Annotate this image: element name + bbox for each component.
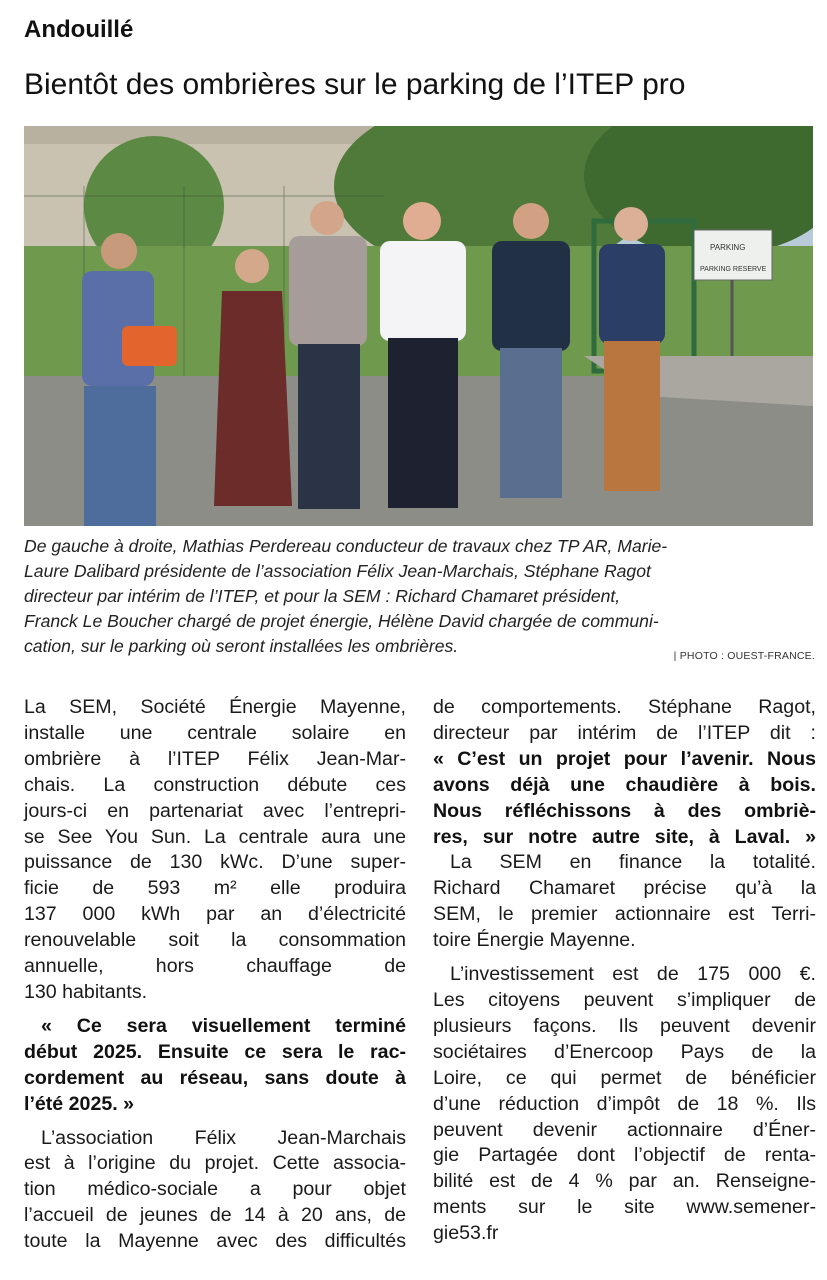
article-headline: Bientôt des ombrières sur le parking de l’ITEP pro bbox=[24, 68, 686, 101]
text-line: plusieurs façons. Ils peuvent devenir bbox=[433, 1014, 816, 1037]
text-line: l’accueil de jeunes de 14 à 20 ans, de bbox=[24, 1204, 406, 1227]
article-column-left bbox=[24, 695, 406, 1255]
text-line: de comportements. Stéphane Ragot, bbox=[433, 696, 816, 718]
photo-credit: | PHOTO : OUEST-FRANCE. bbox=[673, 650, 815, 662]
text-line: sociétaires d’Enercoop Pays de la bbox=[433, 1040, 816, 1063]
text-line: L’investissement est de 175 000 €. bbox=[450, 963, 816, 986]
caption-line: cation, sur le parking où seront installées les ombrières. bbox=[24, 636, 459, 656]
quote-line: début 2025. Ensuite ce sera le rac- bbox=[24, 1040, 406, 1063]
text-line: directeur par intérim de l’ITEP dit : bbox=[433, 721, 816, 744]
quote-line: l’été 2025. » bbox=[24, 1092, 135, 1115]
sign-text-1: PARKING bbox=[710, 243, 746, 252]
group-photo-illustration bbox=[24, 126, 813, 526]
text-line: 137 000 kWh par an d’électricité bbox=[24, 903, 406, 926]
text-line: jours-ci en partenariat avec l’entrepri- bbox=[24, 799, 406, 822]
article-photo bbox=[24, 126, 813, 526]
text-line: SEM, le premier actionnaire est Terri- bbox=[433, 903, 816, 926]
text-line: tion médico-sociale a pour objet bbox=[24, 1178, 406, 1201]
text-line: d’une réduction d’impôt de 18 %. Ils bbox=[433, 1092, 816, 1115]
quote-line: Nous réfléchissons à des ombriè- bbox=[433, 799, 816, 822]
text-line: installe une centrale solaire en bbox=[24, 721, 406, 744]
text-line: Les citoyens peuvent s’impliquer de bbox=[433, 988, 816, 1011]
text-line: bilité est de 4 % par an. Renseigne- bbox=[433, 1170, 816, 1193]
sign-text-2: PARKING RESERVE bbox=[700, 266, 767, 273]
text-line: gie53.fr bbox=[433, 1222, 499, 1245]
quote-line: « Ce sera visuellement terminé bbox=[41, 1014, 406, 1037]
text-line: peuvent devenir actionnaire d’Éner- bbox=[433, 1118, 816, 1141]
text-line: est à l’origine du projet. Cette associa- bbox=[24, 1152, 406, 1175]
text-line: 130 habitants. bbox=[24, 980, 148, 1003]
text-line: puissance de 130 kWc. D’une super- bbox=[24, 851, 406, 874]
text-line: se See You Sun. La centrale aura une bbox=[24, 825, 406, 848]
text-line: ombrière à l’ITEP Félix Jean-Mar- bbox=[24, 747, 406, 770]
caption-line: Laure Dalibard présidente de l’association Félix Jean-Marchais, Stéphane Ragot bbox=[24, 561, 651, 581]
text-line: La SEM, Société Énergie Mayenne, bbox=[24, 696, 406, 718]
quote-line: res, sur notre autre site, à Laval. » bbox=[433, 825, 816, 848]
text-line: La SEM en finance la totalité. bbox=[450, 851, 816, 874]
text-line: renouvelable soit la consommation bbox=[24, 929, 406, 952]
caption-line: De gauche à droite, Mathias Perdereau conducteur de travaux chez TP AR, Marie- bbox=[24, 536, 668, 556]
quote-line: avons déjà une chaudière à bois. bbox=[433, 773, 816, 796]
text-line: toire Énergie Mayenne. bbox=[433, 929, 636, 952]
text-line: gie Partagée dont l’objectif de renta- bbox=[433, 1144, 816, 1167]
text-line: ments sur le site www.semener- bbox=[433, 1196, 816, 1219]
photo-caption bbox=[24, 534, 816, 659]
text-line: L’association Félix Jean-Marchais bbox=[41, 1126, 406, 1149]
text-line: ficie de 593 m² elle produira bbox=[24, 877, 406, 900]
quote-line: « C’est un projet pour l’avenir. Nous bbox=[433, 747, 816, 770]
text-line: annuelle, hors chauffage de bbox=[24, 955, 406, 978]
caption-line: Franck Le Boucher chargé de projet énergie, Hélène David chargée de communi- bbox=[24, 611, 659, 631]
article-column-right bbox=[433, 695, 816, 1247]
caption-line: directeur par intérim de l’ITEP, et pour la SEM : Richard Chamaret président, bbox=[24, 586, 621, 606]
quote-line: cordement au réseau, sans doute à bbox=[24, 1066, 406, 1089]
text-line: Richard Chamaret précise qu’à la bbox=[433, 877, 816, 900]
text-line: Loire, ce qui permet de bénéficier bbox=[433, 1066, 816, 1089]
text-line: chais. La construction débute ces bbox=[24, 773, 406, 796]
text-line: toute la Mayenne avec des difficultés bbox=[24, 1230, 406, 1253]
kicker-location: Andouillé bbox=[24, 16, 134, 43]
